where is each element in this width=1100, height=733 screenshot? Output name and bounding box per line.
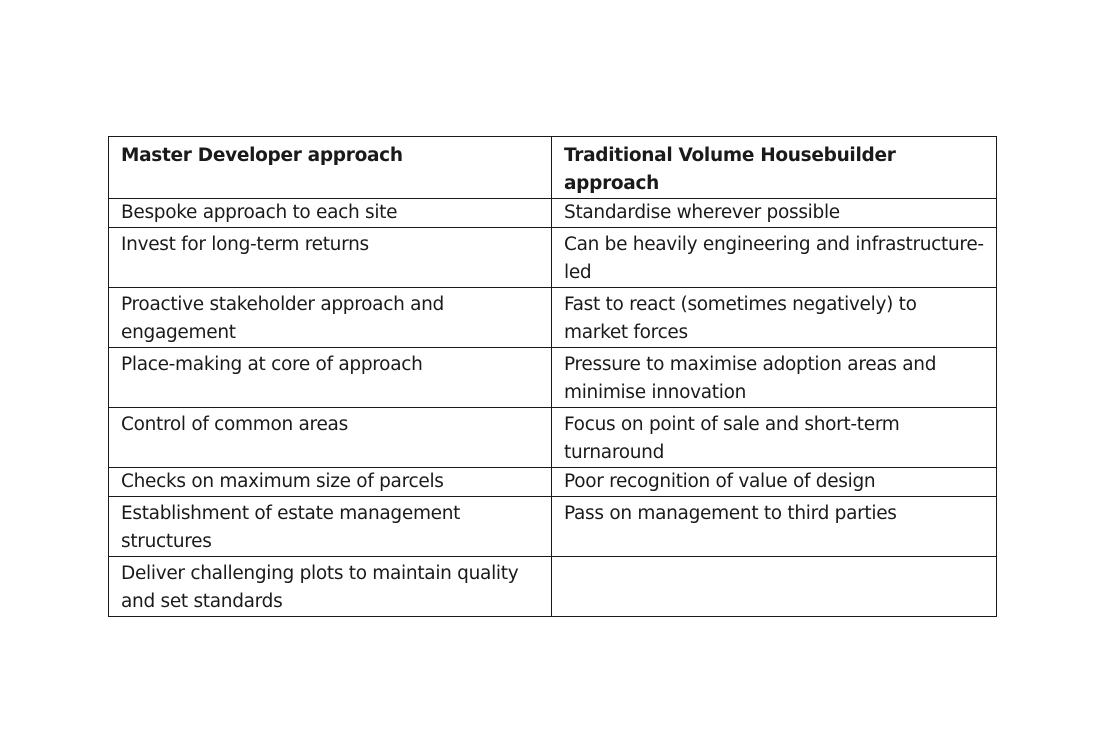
cell-traditional: Pressure to maximise adoption areas and minimise innovation (552, 348, 997, 408)
table-row (109, 468, 997, 497)
cell-traditional: Poor recognition of value of design (552, 468, 997, 497)
table-row (109, 497, 997, 557)
cell-traditional: Can be heavily engineering and infrastructure-led (552, 228, 997, 288)
table-row (109, 228, 997, 288)
cell-master: Invest for long-term returns (109, 228, 552, 288)
table-row (109, 408, 997, 468)
header-master-developer: Master Developer approach (109, 137, 552, 199)
cell-master: Place-making at core of approach (109, 348, 552, 408)
cell-master: Control of common areas (109, 408, 552, 468)
cell-traditional: Fast to react (sometimes negatively) to market forces (552, 288, 997, 348)
cell-master: Establishment of estate management structures (109, 497, 552, 557)
table-row (109, 348, 997, 408)
cell-traditional: Focus on point of sale and short-term turnaround (552, 408, 997, 468)
cell-master: Checks on maximum size of parcels (109, 468, 552, 497)
cell-master: Proactive stakeholder approach and engagement (109, 288, 552, 348)
cell-traditional: Pass on management to third parties (552, 497, 997, 557)
cell-master: Bespoke approach to each site (109, 199, 552, 228)
comparison-table (108, 136, 997, 617)
header-traditional-housebuilder: Traditional Volume Housebuilder approach (552, 137, 997, 199)
cell-traditional: Standardise wherever possible (552, 199, 997, 228)
table-row (109, 199, 997, 228)
table-row (109, 557, 997, 617)
table-header-row (109, 137, 997, 199)
table-row (109, 288, 997, 348)
cell-master: Deliver challenging plots to maintain quality and set standards (109, 557, 552, 617)
cell-traditional-empty (552, 557, 997, 617)
